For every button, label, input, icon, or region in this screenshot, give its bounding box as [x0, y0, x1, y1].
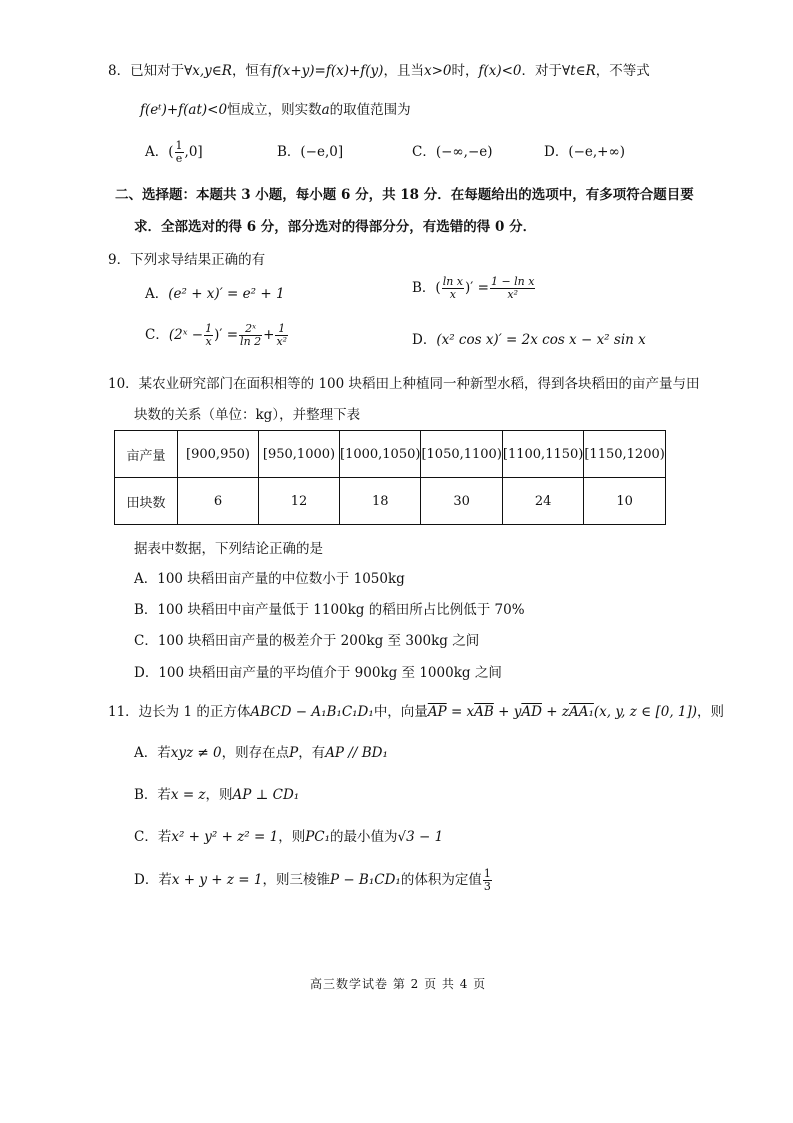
table-row: [115, 478, 666, 525]
table-header-cell: 亩产量: [115, 431, 178, 478]
q11-option-a: A．若xyz ≠ 0，则存在点P，有AP // BD₁: [134, 745, 388, 761]
q9-option-b: B．( $\frac{\text{ln x}}{x}$ )′ = $\frac{\text{1 − ln x}}{\text{x²}}$: [412, 275, 535, 301]
table-cell: [950,1000): [259, 431, 340, 478]
table-cell: [1000,1050): [340, 431, 421, 478]
table-cell: [1150,1200): [584, 431, 665, 478]
q8-option-d: D．(−e,+∞): [544, 144, 626, 160]
table-cell: [1050,1100): [421, 431, 502, 478]
section2-instructions-line2: 求．全部选对的得 6 分，部分选对的得部分分，有选错的得 0 分．: [134, 219, 537, 235]
table-header-cell: 田块数: [115, 478, 178, 525]
q10-stem-line2: 块数的关系（单位：kg），并整理下表: [134, 407, 361, 423]
q8-stem-line1: 8．已知对于∀x,y∈R，恒有f(x+y)=f(x)+f(y)，且当x>0时，f(x)<0．对于∀t∈R，不等式: [108, 63, 650, 79]
section2-instructions-line1: 二、选择题：本题共 3 小题，每小题 6 分，共 18 分．在每题给出的选项中，有多项符合题目要: [115, 187, 694, 203]
q10-option-c: C．100 块稻田亩产量的极差介于 200kg 至 300kg 之间: [134, 633, 480, 649]
table-cell: 30: [421, 478, 502, 525]
q11-stem: 11．边长为 1 的正方体ABCD − A₁B₁C₁D₁中，向量$\overline{AP} = x\overline{AB} + y\overline{AD} + zAA_1(x$, y, z ∈ [0, 1])，则: [108, 704, 725, 720]
table-cell: [900,950): [178, 431, 259, 478]
table-cell: 24: [502, 478, 583, 525]
table-cell: 6: [178, 478, 259, 525]
yield-table: [114, 430, 666, 525]
q8-option-a: A．( $\frac{1}{e}$ ,0]: [145, 139, 203, 165]
q8-stem-line2: f(eᵗ)+f(at)<0恒成立，则实数a的取值范围为: [140, 102, 411, 118]
q10-option-b: B．100 块稻田中亩产量低于 1100kg 的稻田所占比例低于 70%: [134, 602, 525, 618]
q10-after-table: 据表中数据，下列结论正确的是: [134, 541, 323, 557]
q9-stem: 9．下列求导结果正确的有: [108, 252, 266, 268]
table-cell: 18: [340, 478, 421, 525]
table-cell: 10: [584, 478, 665, 525]
q11-option-d: D．若x + y + z = 1，则三棱锥P − B₁CD₁的体积为定值 $\frac{1}{3}$: [134, 867, 491, 893]
q10-stem-line1: 10．某农业研究部门在面积相等的 100 块稻田上种植同一种新型水稻，得到各块稻田的亩产量与田: [108, 376, 700, 392]
q8-option-c: C．(−∞,−e): [412, 144, 493, 160]
q8-option-b: B．(−e,0]: [277, 144, 344, 160]
q9-option-a: A．(e² + x)′ = e² + 1: [145, 286, 285, 302]
table-cell: 12: [259, 478, 340, 525]
q10-option-a: A．100 块稻田亩产量的中位数小于 1050kg: [134, 571, 405, 587]
q11-option-b: B．若x = z，则AP ⊥ CD₁: [134, 787, 300, 803]
page-footer: 高三数学试卷 第 2 页 共 4 页: [310, 977, 487, 991]
table-cell: [1100,1150): [502, 431, 583, 478]
q9-option-c: C．(2ˣ − $\frac{1}{x}$ )′ = $\frac{\text{2ˣ}}{\ln 2}$ + $\frac{1}{\text{x²}}$: [145, 322, 288, 348]
table-row: [115, 431, 666, 478]
q9-option-d: D．(x² cos x)′ = 2x cos x − x² sin x: [412, 332, 646, 348]
q11-option-c: C．若x² + y² + z² = 1，则PC₁的最小值为√3 − 1: [134, 829, 444, 845]
q10-option-d: D．100 块稻田亩产量的平均值介于 900kg 至 1000kg 之间: [134, 665, 502, 681]
